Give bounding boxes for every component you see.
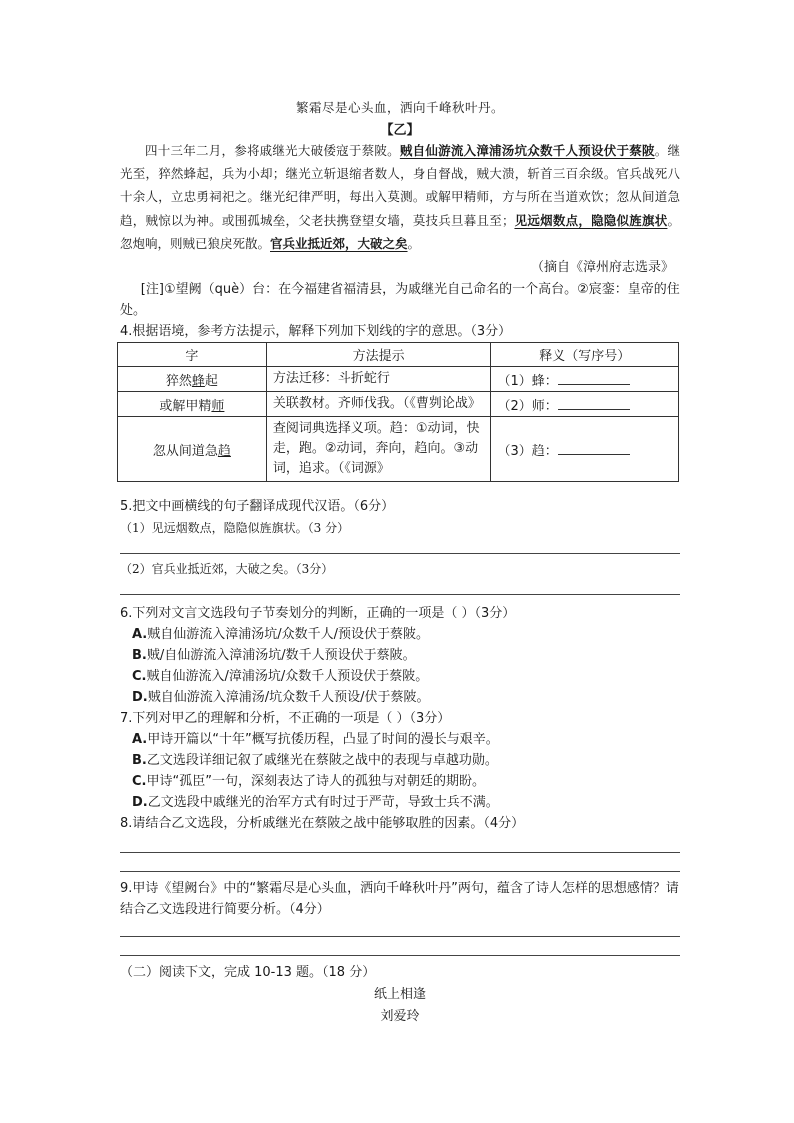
question-7: 7.下列对甲乙的理解和分析，不正确的一项是（ ）（3分） [120,711,451,727]
exam-page [120,98,680,1028]
answer-line[interactable] [120,553,680,554]
option-b[interactable]: B.乙文选段详细记叙了戚继光在蔡陂之战中的表现与卓越功勋。 [132,753,498,769]
passage-underlined-1: 贼自仙游流入漳浦汤坑众数千人预设伏于蔡陂 [399,143,655,158]
question-8: 8.请结合乙文选段，分析戚继光在蔡陂之战中能够取胜的因素。（4分） [120,816,525,832]
option-c[interactable]: C.贼自仙游流入/漳浦汤坑/众数千人预设伏于蔡陂。 [132,669,429,685]
passage-sentence-1: 四十三年二月，参将戚继光大破倭寇于蔡陂。 [145,143,400,158]
table-cell-answer: （1）蜂： [491,367,679,392]
table-cell-answer: （3）趋： [491,417,679,482]
passage-yi-title: 【乙】 [380,123,420,138]
question-4-table [117,342,679,482]
answer-blank[interactable] [558,442,630,455]
option-c[interactable]: C.甲诗“孤臣”一句，深刻表达了诗人的孤独与对朝廷的期盼。 [132,774,485,790]
passage-note: [注]①望阙（què）台：在今福建省福清县，为戚继光自己命名的一个高台。②宸銮：皇帝的住处。 [120,282,680,319]
question-9: 9.甲诗《望阙台》中的“繁霜尽是心头血，洒向千峰秋叶丹”两句，蕴含了诗人怎样的思想感情？请结合乙文选段进行简要分析。（4分） [120,881,679,918]
table-cell-word: 忽从间道急趋 [118,417,267,482]
passage-sentence-7: 。 [407,235,421,251]
option-b[interactable]: B.贼/自仙游流入漳浦汤坑/数千人预设伏于蔡陂。 [132,648,416,664]
table-cell-hint: 查阅词典选择义项。趋：①动词，快走，跑。②动词，奔向，趋向。③动词，追求。（《词源》 [266,417,491,482]
answer-blank[interactable] [558,372,630,385]
article-author: 刘爱玲 [380,1009,420,1025]
section-2-heading: （二）阅读下文，完成 10-13 题。（18 分） [120,965,376,981]
table-cell-hint: 关联教材。齐师伐我。（《曹刿论战》 [266,392,491,417]
passage-source: （摘自《漳州府志选录》 [530,260,674,276]
table-cell-hint: 方法迁移：斗折蛇行 [266,367,491,392]
option-d[interactable]: D.乙文选段中戚继光的治军方式有时过于严苛，导致士兵不满。 [132,795,499,811]
passage-underlined-2: 见远烟数点，隐隐似旌旗状 [514,212,668,228]
answer-blank[interactable] [558,397,630,410]
table-cell-answer: （2）师： [491,392,679,417]
table-cell-word: 猝然蜂起 [118,367,267,392]
question-5-sub-2: （2）官兵业抵近郊，大破之矣。（3分） [120,562,334,577]
table-row [118,417,679,482]
table-cell-word: 或解甲精师 [118,392,267,417]
option-a[interactable]: A.甲诗开篇以“十年”概写抗倭历程，凸显了时间的漫长与艰辛。 [132,732,499,748]
table-row [118,392,679,417]
question-5: 5.把文中画横线的句子翻译成现代汉语。（6分） [120,499,395,515]
poem-line: 繁霜尽是心头血，洒向千峰秋叶丹。 [295,100,504,115]
option-a[interactable]: A.贼自仙游流入漳浦汤坑/众数千人/预设伏于蔡陂。 [132,627,430,643]
passage-sentence-3: 。继光至，猝然蜂起，兵为小却；继光立斩退缩者数人，身自督战，贼大溃，斩首三百余级。官兵战死八十余人，立忠勇祠祀之。继光纪律严明，每出入莫测。或解甲精师，方与所在当道欢饮；忽从间道急趋，贼惊以为神。或围孤城垒，父老扶携登望女墙，莫技兵旦暮且至； [120,143,680,228]
table-header: 字 [118,343,267,367]
table-header: 释义（写序号） [491,343,679,367]
passage-yi [120,139,680,255]
table-header-row [118,343,679,367]
passage-underlined-3: 官兵业抵近郊，大破之矣 [270,235,408,251]
question-4: 4.根据语境，参考方法提示，解释下列加下划线的字的意思。（3分） [120,324,512,340]
option-d[interactable]: D.贼自仙游流入漳浦汤/坑众数千人预设/伏于蔡陂。 [132,690,430,706]
table-header: 方法提示 [266,343,491,367]
question-5-sub-1: （1）见远烟数点，隐隐似旌旗状。（3 分） [120,521,350,536]
article-title: 纸上相逢 [373,987,426,1003]
question-6: 6.下列对文言文选段句子节奏划分的判断，正确的一项是（ ）（3分） [120,606,516,622]
passage-sentence-5: 。忽炮响，则贼已狼戾死散。 [120,212,680,251]
table-row [118,367,679,392]
